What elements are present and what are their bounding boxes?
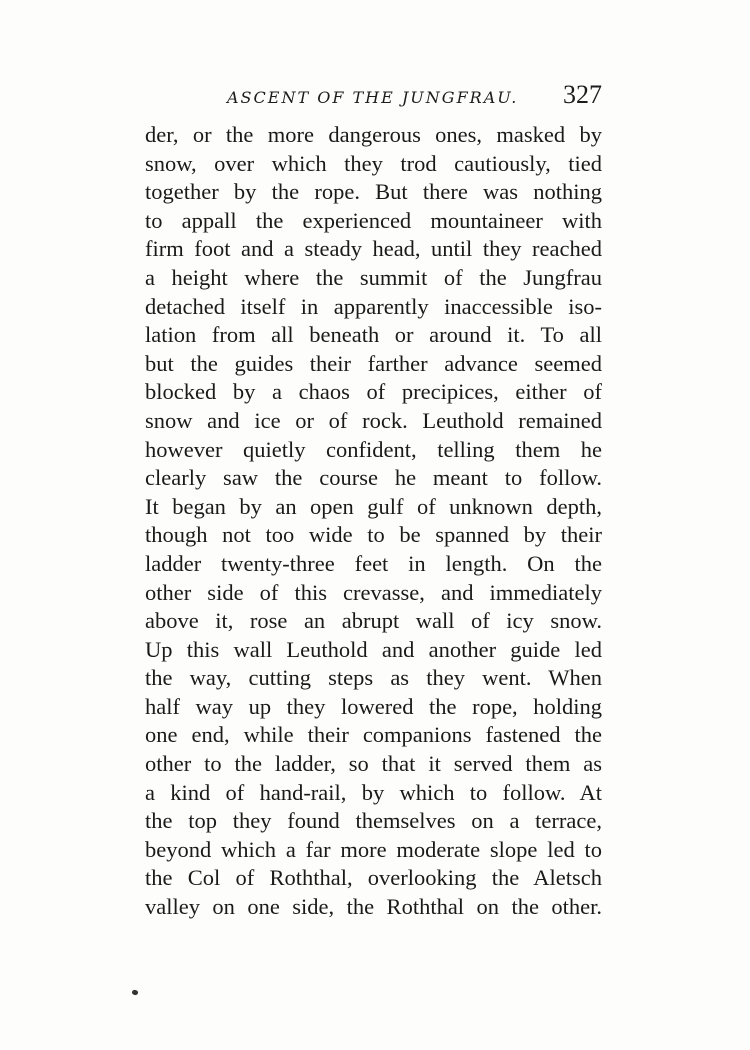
text-line: beyond which a far more moderate slope led to [145, 836, 602, 862]
body-text [145, 121, 602, 922]
text-line: half way up they lowered the rope, holding [145, 693, 602, 719]
text-line: together by the rope. But there was nothing [145, 179, 602, 205]
running-title: ASCENT OF THE JUNGFRAU. [227, 88, 519, 107]
text-line: however quietly confident, telling them he [145, 436, 602, 462]
text-line: other to the ladder, so that it served them as [145, 751, 602, 777]
text-line: ladder twenty-three feet in length. On the [145, 550, 602, 576]
text-line: other side of this crevasse, and immediately [145, 579, 602, 605]
text-line: a kind of hand-rail, by which to follow. At [145, 779, 602, 805]
text-line: snow, over which they trod cautiously, tied [145, 150, 602, 176]
text-line: clearly saw the course he meant to follow. [145, 465, 602, 491]
text-line: der, or the more dangerous ones, masked by [145, 122, 602, 147]
text-line: It began by an open gulf of unknown depth, [145, 493, 602, 519]
page-number: 327 [563, 80, 602, 109]
ink-speck [131, 989, 138, 996]
text-line: blocked by a chaos of precipices, either of [145, 379, 602, 405]
text-line: detached itself in apparently inaccessible iso- [145, 293, 602, 319]
running-header [145, 80, 602, 120]
text-line: above it, rose an abrupt wall of icy snow. [145, 608, 602, 634]
text-line: a height where the summit of the Jungfrau [145, 264, 602, 290]
text-line: one end, while their companions fastened the [145, 722, 602, 748]
text-line: Up this wall Leuthold and another guide led [145, 636, 602, 662]
text-line: to appall the experienced mountaineer with [145, 207, 602, 233]
text-line: lation from all beneath or around it. To all [145, 322, 602, 348]
text-line: valley on one side, the Roththal on the other. [145, 894, 602, 920]
text-line: though not too wide to be spanned by their [145, 522, 602, 548]
text-line: the top they found themselves on a terrace, [145, 808, 602, 834]
text-line: snow and ice or of rock. Leuthold remained [145, 407, 602, 433]
text-line: the Col of Roththal, overlooking the Aletsch [145, 865, 602, 891]
text-line: the way, cutting steps as they went. When [145, 665, 602, 691]
text-line: but the guides their farther advance seemed [145, 350, 602, 376]
text-line: firm foot and a steady head, until they reached [145, 236, 602, 262]
